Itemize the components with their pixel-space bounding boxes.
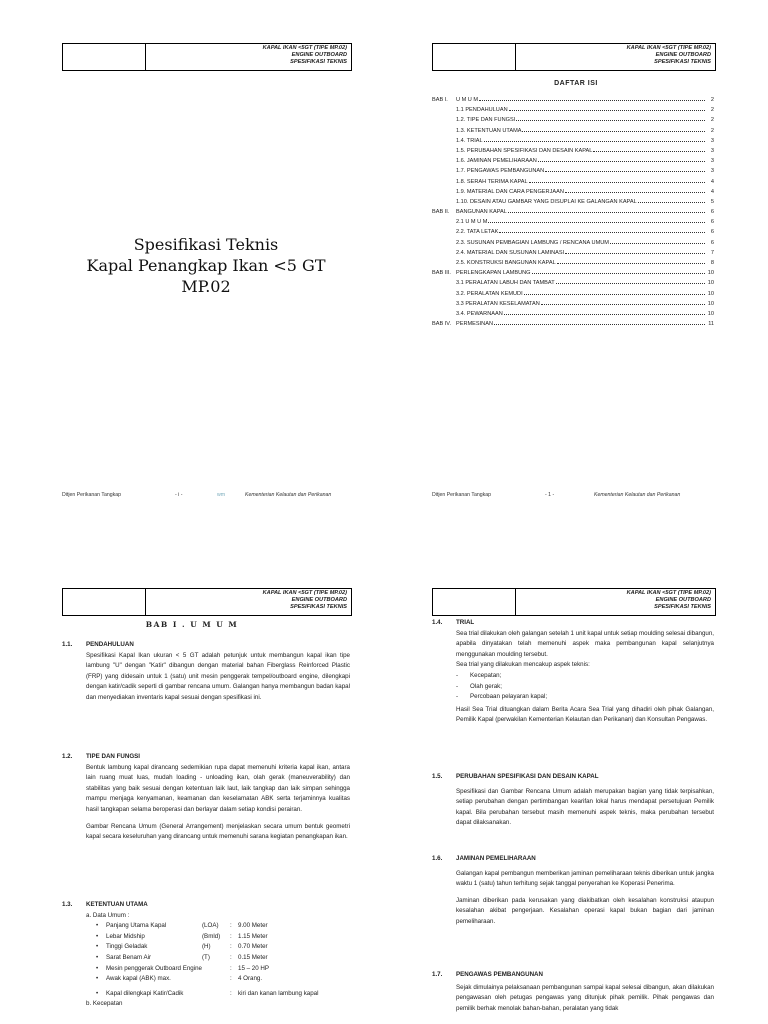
- toc-row[interactable]: [432, 238, 714, 248]
- spec-key: Lebar Midship: [106, 932, 145, 940]
- section-number: 1.6.: [432, 855, 443, 862]
- section-heading: [62, 640, 350, 651]
- toc-row[interactable]: [432, 217, 714, 227]
- spec-value: 4 Orang.: [238, 975, 263, 983]
- dash-marker: -: [456, 682, 459, 690]
- header-line: ENGINE OUTBOARD: [655, 597, 711, 603]
- spec-colon: :: [230, 975, 232, 983]
- toc-chapter: BAB III.: [432, 270, 451, 277]
- toc-label: 2.2. TATA LETAK: [456, 229, 499, 236]
- toc-leader: [538, 160, 705, 162]
- toc-page: 10: [707, 290, 714, 297]
- bullet-icon: •: [96, 922, 99, 930]
- toc-page: 2: [710, 107, 714, 114]
- spec-key: Mesin penggerak Outboard Engine: [106, 964, 202, 972]
- spec-colon: :: [230, 953, 232, 961]
- paragraph: Jaminan diberikan pada kerusakan yang diakibatkan oleh kesalahan konstruksi ataupun kesalahan akibat pengerjaan. Kesalahan operasi kapal bukan bagian dari jaminan pemeliharaan.: [456, 896, 714, 925]
- footer-right: Kementerian Kelautan dan Perikanan: [594, 492, 681, 498]
- toc-page: 10: [707, 300, 714, 307]
- footer-left: Ditjen Perikanan Tangkap: [62, 492, 122, 498]
- toc-label: 1.8. SERAH TERIMA KAPAL: [456, 178, 528, 185]
- toc-row[interactable]: [432, 126, 714, 136]
- spec-key: Panjang Utama Kapal: [106, 922, 167, 930]
- content-page: [384, 512, 768, 1024]
- section-number: 1.4.: [432, 619, 443, 626]
- chapter-title: BAB I . U M U M: [145, 620, 239, 629]
- toc-page: 8: [710, 260, 714, 266]
- bullet-icon: •: [96, 953, 99, 961]
- toc-row[interactable]: [432, 319, 714, 329]
- section-1-6: [432, 854, 714, 928]
- page-header: [432, 588, 716, 616]
- bullet-icon: •: [96, 964, 99, 972]
- section-number: 1.3.: [62, 901, 73, 908]
- toc-page: 10: [707, 310, 714, 317]
- toc-page: 3: [710, 147, 714, 154]
- toc-page: 4: [710, 188, 714, 195]
- toc-label: 1.2. TIPE DAN FUNGSI: [456, 117, 516, 124]
- spec-list: [62, 989, 350, 1000]
- toc-row[interactable]: [432, 197, 714, 207]
- toc-row[interactable]: [432, 187, 714, 197]
- section-number: 1.1.: [62, 641, 73, 648]
- header-line: ENGINE OUTBOARD: [655, 52, 711, 58]
- toc-row[interactable]: [432, 278, 714, 288]
- toc-row[interactable]: [432, 115, 714, 125]
- toc-row[interactable]: [432, 268, 714, 278]
- list-item: [432, 682, 714, 693]
- section-title: PENDAHULUAN: [86, 641, 134, 648]
- bullet-icon: •: [96, 975, 99, 983]
- toc-row[interactable]: [432, 105, 714, 115]
- toc-label: 1.5. PERUBAHAN SPESIFIKASI DAN DESAIN KAPAL: [456, 147, 593, 154]
- toc-label: 1.10. DESAIN ATAU GAMBAR YANG DISUPLAI KE GALANGAN KAPAL: [456, 198, 637, 205]
- toc-leader: [638, 201, 705, 203]
- toc-row[interactable]: [432, 136, 714, 146]
- bab1-page: [0, 512, 384, 1024]
- toc-page: [384, 0, 768, 512]
- section-1-3: [62, 900, 350, 1010]
- section-heading: [432, 854, 714, 865]
- header-line: SPESIFIKASI TEKNIS: [290, 59, 347, 65]
- section-title: JAMINAN PEMELIHARAAN: [456, 855, 536, 862]
- spec-colon: :: [230, 932, 232, 940]
- toc-row[interactable]: [432, 248, 714, 258]
- header-line: SPESIFIKASI TEKNIS: [654, 604, 711, 610]
- spec-row: [96, 953, 350, 964]
- toc-label: 2.3. SUSUNAN PEMBAGIAN LAMBUNG / RENCANA UMUM: [456, 239, 609, 246]
- header-text: [516, 589, 715, 615]
- header-logo-cell: [433, 589, 516, 615]
- section-title: KETENTUAN UTAMA: [86, 901, 148, 908]
- toc-chapter: BAB IV.: [432, 321, 452, 328]
- toc-chapter: BAB II.: [432, 209, 450, 216]
- toc-leader: [565, 252, 705, 254]
- list-item-text: Percobaan pelayaran kapal;: [470, 693, 548, 701]
- header-line: ENGINE OUTBOARD: [291, 52, 347, 58]
- toc-leader: [479, 99, 705, 101]
- spec-value: 15 – 20 HP: [238, 964, 269, 972]
- spec-row: [96, 942, 350, 953]
- header-line: SPESIFIKASI TEKNIS: [290, 604, 347, 610]
- header-logo-cell: [63, 589, 146, 615]
- cover-page: [0, 0, 384, 512]
- section-heading: [432, 618, 714, 629]
- toc-leader: [484, 140, 705, 142]
- toc-label: 2.5. KONSTRUKSI BANGUNAN KAPAL: [456, 260, 556, 266]
- toc-leader: [610, 242, 705, 244]
- spec-row: [96, 964, 350, 975]
- toc-page: 10: [707, 280, 714, 287]
- paragraph: Gambar Rencana Umum (General Arrangement) menjelaskan secara umum bentuk geometri kapal secara keseluruhan yang dirancang untuk memenuhi sarana kegiatan penangkapan ikan.: [86, 822, 350, 841]
- spec-key: Sarat Benam Air: [106, 953, 152, 961]
- spec-unit: (LOA): [202, 922, 219, 930]
- spec-colon: :: [230, 922, 232, 930]
- toc-row[interactable]: [432, 289, 714, 299]
- toc-leader: [545, 170, 705, 172]
- list-item: [432, 692, 714, 703]
- paragraph: Sea trial yang dilakukan mencakup aspek teknis:: [456, 661, 590, 669]
- section-title: PERUBAHAN SPESIFIKASI DAN DESAIN KAPAL: [456, 773, 599, 780]
- toc-page: 2: [710, 127, 714, 134]
- spec-unit: [202, 974, 230, 985]
- toc-page: 6: [710, 209, 714, 216]
- dash-marker: -: [456, 671, 459, 679]
- spec-value: 1.15 Meter: [238, 932, 268, 940]
- section-heading: [62, 900, 350, 911]
- toc-leader: [494, 323, 705, 325]
- footer-left: Ditjen Perikanan Tangkap: [432, 492, 492, 498]
- bullet-icon: •: [96, 932, 99, 940]
- toc-page: 5: [710, 198, 714, 205]
- toc-page: 3: [710, 158, 714, 165]
- list-item-text: Olah gerak;: [470, 682, 502, 690]
- toc-leader: [557, 262, 705, 264]
- toc-page: 2: [710, 97, 714, 103]
- paragraph: Sea trial dilakukan oleh galangan setelah 1 unit kapal untuk setiap moulding selesai dibangun, apabila dinyatakan telah memenuhi aspek maka pembangunan kapal selanjutnya menggunakan moulding tersebut.: [456, 629, 714, 658]
- spec-list: [62, 921, 350, 985]
- dash-marker: -: [456, 693, 459, 701]
- trial-list: [432, 671, 714, 703]
- toc-leader: [522, 130, 705, 132]
- cover-title: [62, 234, 350, 297]
- paragraph: Bentuk lambung kapal dirancang sedemikian rupa dapat memenuhi kriteria kapal ikan, antara lain ruang muat luas, mudah loading - unloading ikan, olah gerak (maneuverability) dan stabilitas yang baik sesuai dengan ketentuan laik laut, laik tangkap dan laik simpan sehingga mampu menjaga kenyamanan, keamanan dan keselamatan ABK serta terjaminnya kualitas hasil tangkapan selama beroperasi dan berlayar dalam setiap kondisi perairan.: [86, 763, 350, 813]
- toc-leader: [532, 272, 706, 274]
- toc-page: 6: [710, 229, 714, 236]
- cover-title-line: Kapal Penangkap Ikan <5 GT: [86, 256, 326, 275]
- spec-unit: [202, 964, 230, 975]
- toc-page: 6: [710, 239, 714, 246]
- toc-page: 6: [710, 219, 714, 226]
- paragraph: Spesifikasi dan Gambar Rencana Umum adalah merupakan bagian yang tidak terpisahkan, setiap perubahan dengan pertimbangan kearifan lokal harus mendapat persetujuan Pemilik kapal. Bila perubahan tersebut masih memenuhi aspek teknis, maka perubahan tersebut dapat dilaksanakan.: [456, 787, 714, 827]
- bullet-icon: •: [96, 943, 99, 951]
- cover-title-line: Spesifikasi Teknis: [133, 235, 279, 254]
- spec-key: Awak kapal (ABK) max.: [106, 975, 171, 983]
- section-1-4: [432, 618, 714, 726]
- toc-label: 1.3. KETENTUAN UTAMA: [456, 127, 522, 134]
- spec-row: [96, 989, 350, 1000]
- toc-page: 3: [710, 168, 714, 175]
- header-line: KAPAL IKAN <5GT (TIPE MP.02): [262, 45, 347, 51]
- spec-value: 0.15 Meter: [238, 953, 268, 961]
- spec-value: 0.70 Meter: [238, 943, 268, 951]
- toc-leader: [499, 231, 705, 233]
- toc-label: 3.1 PERALATAN LABUH DAN TAMBAT: [456, 280, 555, 287]
- toc-leader: [504, 313, 705, 315]
- paragraph: Galangan kapal pembangun memberikan jaminan pemeliharaan teknis diberikan untuk jangka waktu 1 (satu) tahun terhitung sejak tanggal penyerahan ke Koperasi Penerima.: [456, 869, 714, 888]
- spec-key: Kapal dilengkapi Katir/Cadik: [106, 989, 184, 997]
- toc-leader: [509, 109, 705, 111]
- spec-unit: (T): [202, 953, 210, 961]
- toc-row[interactable]: [432, 227, 714, 237]
- spec-colon: :: [230, 964, 232, 972]
- toc-page: 7: [710, 249, 714, 256]
- paragraph: Hasil Sea Trial dituangkan dalam Berita Acara Sea Trial yang dihadiri oleh pihak Galangan, Pemilik Kapal (perwakilan Kementerian Kelautan dan Perikanan) dan Konsultan Pengawas.: [456, 705, 714, 724]
- page-header: [432, 43, 716, 71]
- toc-leader: [516, 119, 705, 121]
- section-number: 1.5.: [432, 773, 443, 780]
- toc-label: 1.4. TRIAL: [456, 137, 483, 144]
- header-line: KAPAL IKAN <5GT (TIPE MP.02): [262, 590, 347, 596]
- header-logo-cell: [433, 44, 516, 70]
- section-1-2: [62, 752, 350, 843]
- spec-unit: (Bmld): [202, 932, 221, 940]
- spec-colon: :: [230, 943, 232, 951]
- footer-page-number: - 1 -: [545, 492, 555, 498]
- page-header: [62, 588, 352, 616]
- toc-leader: [488, 221, 705, 223]
- toc-row[interactable]: [432, 258, 714, 268]
- toc-label: 2.4. MATERIAL DAN SUSUNAN LAMINASI: [456, 249, 565, 256]
- toc-leader: [541, 303, 705, 305]
- toc-label: PERLENGKAPAN LAMBUNG: [456, 270, 531, 277]
- table-of-contents: [432, 95, 714, 329]
- header-text: [516, 44, 715, 70]
- header-line: ENGINE OUTBOARD: [291, 597, 347, 603]
- toc-title: DAFTAR ISI: [554, 80, 598, 87]
- section-title: TRIAL: [456, 619, 475, 626]
- subsection-label: a. Data Umum :: [86, 911, 130, 919]
- spec-value: 9.00 Meter: [238, 922, 268, 930]
- spec-colon: :: [230, 989, 232, 997]
- toc-label: BANGUNAN KAPAL: [456, 209, 507, 216]
- toc-page: 11: [708, 321, 714, 328]
- list-item-text: Kecepatan;: [470, 671, 502, 679]
- spec-row: [96, 932, 350, 943]
- footer-watermark: wm: [217, 492, 226, 498]
- toc-row[interactable]: [432, 207, 714, 217]
- toc-leader: [593, 150, 705, 152]
- toc-row[interactable]: [432, 156, 714, 166]
- page-header: [62, 43, 352, 71]
- section-1-5: [432, 772, 714, 829]
- toc-row[interactable]: [432, 146, 714, 156]
- toc-leader: [524, 293, 705, 295]
- header-text: [146, 44, 351, 70]
- toc-label: 1.1 PENDAHULUAN: [456, 107, 508, 114]
- toc-label: 3.3 PERALATAN KESELAMATAN: [456, 300, 540, 307]
- toc-page: 2: [710, 117, 714, 124]
- toc-label: 3.2. PERALATAN KEMUDI: [456, 290, 523, 297]
- toc-label: 3.4. PEWARNAAN: [456, 310, 503, 317]
- section-title: TIPE DAN FUNGSI: [86, 753, 140, 760]
- header-line: KAPAL IKAN <5GT (TIPE MP.02): [626, 45, 711, 51]
- paragraph: Spesifikasi Kapal Ikan ukuran < 5 GT adalah petunjuk untuk membangun kapal ikan tipe lambung "U" dengan "Katir" dibangun dengan material bahan Fiberglass Reinforced Plastic (FRP) yang didesain untuk 1 (satu) unit mesin penggerak tempel/outboard engine, dilengkapi dengan katir/cadik seperti di gambar rencana umum. Galangan hanya membangun badan kapal dan menyediakan inventaris kapal sesuai dengan spesifikasi ini.: [86, 651, 350, 701]
- toc-label: PERMESINAN: [456, 321, 493, 328]
- toc-row[interactable]: [432, 95, 714, 105]
- toc-row[interactable]: [432, 299, 714, 309]
- spec-value: kiri dan kanan lambung kapal: [238, 989, 319, 997]
- header-logo-cell: [63, 44, 146, 70]
- header-line: KAPAL IKAN <5GT (TIPE MP.02): [626, 590, 711, 596]
- toc-row[interactable]: [432, 177, 714, 187]
- bullet-icon: •: [96, 989, 99, 997]
- toc-chapter: BAB I.: [432, 97, 448, 103]
- section-1-1: [62, 640, 350, 704]
- toc-label: U M U M: [456, 97, 479, 103]
- header-line: SPESIFIKASI TEKNIS: [654, 59, 711, 65]
- toc-page: 10: [707, 270, 714, 277]
- spec-row: [96, 921, 350, 932]
- toc-row[interactable]: [432, 309, 714, 319]
- toc-label: 1.6. JAMINAN PEMELIHARAAN: [456, 158, 537, 165]
- section-1-7: [432, 970, 714, 1014]
- paragraph: Sejak dimulainya pelaksanaan pembangunan sampai kapal selesai dibangun, akan dilakukan pengawasan oleh petugas pengawas yang ditunjuk pihak pemilik. Pihak pengawas dan pemilik berhak menolak bahan-bahan, peralatan yang tidak: [456, 983, 714, 1012]
- section-heading: [432, 772, 714, 783]
- toc-leader: [565, 191, 705, 193]
- toc-row[interactable]: [432, 166, 714, 176]
- toc-leader: [508, 211, 705, 213]
- toc-label: 1.7. PENGAWAS PEMBANGUNAN: [456, 168, 545, 175]
- cover-title-line: MP.02: [181, 277, 231, 296]
- spec-row: [96, 974, 350, 985]
- subsection-label: b. Kecepatan: [86, 1000, 123, 1008]
- section-title: PENGAWAS PEMBANGUNAN: [456, 971, 543, 978]
- toc-page: 4: [710, 178, 714, 185]
- section-heading: [62, 752, 350, 763]
- header-text: [146, 589, 351, 615]
- footer-page-number: - i -: [175, 492, 183, 498]
- section-number: 1.7.: [432, 971, 443, 978]
- toc-leader: [529, 181, 705, 183]
- spec-key: Tinggi Geladak: [106, 943, 148, 951]
- section-heading: [432, 970, 714, 981]
- toc-label: 2.1 U M U M: [456, 219, 488, 226]
- list-item: [432, 671, 714, 682]
- toc-label: 1.9. MATERIAL DAN CARA PENGERJAAN: [456, 188, 564, 195]
- toc-leader: [556, 282, 705, 284]
- section-number: 1.2.: [62, 753, 73, 760]
- footer-right: Kementerian Kelautan dan Perikanan: [245, 492, 332, 498]
- spec-unit: (H): [202, 943, 211, 951]
- toc-page: 3: [710, 137, 714, 144]
